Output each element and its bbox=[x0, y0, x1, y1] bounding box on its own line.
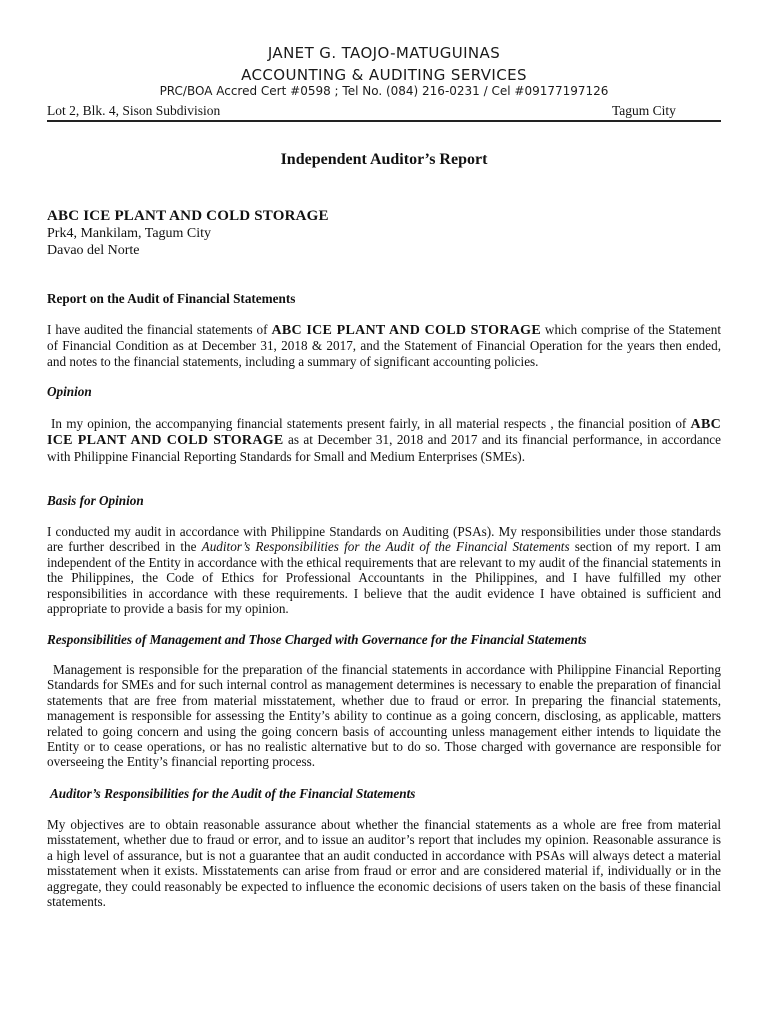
letterhead-credentials: PRC/BOA Accred Cert #0598 ; Tel No. (084) 216-0231 / Cel #09177197126 bbox=[159, 84, 609, 98]
intro-text-2: which comprise of the Statement of Financial Condition as at December 31, 2018 & 2017, and the Statement of Financial Operation for the years then ended, and notes to the financial statements, including a summary of significant accounting policies. bbox=[47, 322, 722, 369]
opinion-text-1: In my opinion, the accompanying financial statements present fairly, in all material respects , the financial position of bbox=[51, 416, 687, 431]
intro-text-1: I have audited the financial statements of bbox=[47, 322, 268, 337]
basis-paragraph bbox=[47, 524, 721, 616]
basis-text-1: I conducted my audit in accordance with Philippine Standards on Auditing (PSAs). My responsibilities under those standards are further described in the bbox=[47, 524, 721, 555]
report-title: Independent Auditor’s Report bbox=[280, 151, 488, 168]
auditor-heading: Auditor’s Responsibilities for the Audit of the Financial Statements bbox=[50, 786, 416, 801]
opinion-paragraph bbox=[47, 416, 721, 464]
auditor-paragraph: My objectives are to obtain reasonable assurance about whether the financial statements as a whole are free from material misstatement, whether due to fraud or error, and to issue an auditor’s report that includes my opinion. Reasonable assurance is a high level of assurance, but is not a guarantee that an audit conducted in accordance with PSAs will always detect a material misstatement when it exists. Misstatements can arise from fraud or error and are considered material if, individually or in the aggregate, they could reasonably be expected to influence the economic decisions of users taken on the basis of these financial statements. bbox=[47, 817, 721, 910]
client-address-line2: Davao del Norte bbox=[47, 243, 140, 258]
letterhead-city: Tagum City bbox=[612, 103, 676, 118]
letterhead-divider bbox=[47, 120, 721, 122]
management-heading: Responsibilities of Management and Those Charged with Governance for the Financial Statements bbox=[47, 632, 587, 647]
letterhead-name: JANET G. TAOJO-MATUGUINAS bbox=[267, 44, 501, 62]
client-name: ABC ICE PLANT AND COLD STORAGE bbox=[47, 208, 329, 224]
opinion-text-2: as at December 31, 2018 and 2017 and its financial performance, in accordance with Philippine Financial Reporting Standards for Small and Medium Enterprises (SMEs). bbox=[47, 432, 722, 464]
intro-paragraph bbox=[47, 322, 721, 369]
letterhead-firm: ACCOUNTING & AUDITING SERVICES bbox=[241, 66, 527, 84]
management-paragraph: Management is responsible for the preparation of the financial statements in accordance with Philippine Financial Reporting Standards for SMEs and for such internal control as management determines is necessary to enable the preparation of financial statements that are free from material misstatement, whether due to fraud or error. In preparing the financial statements, management is responsible for assessing the Entity’s ability to continue as a going concern, disclosing, as applicable, matters related to going concern and using the going concern basis of accounting unless management either intends to liquidate the Entity or to cease operations, or has no realistic alternative but to do so. Those charged with governance are responsible for overseeing the Entity’s financial reporting process. bbox=[47, 662, 721, 770]
basis-italic-reference: Auditor’s Responsibilities for the Audit of the Financial Statements bbox=[201, 539, 570, 555]
section-heading-report: Report on the Audit of Financial Statements bbox=[47, 291, 296, 306]
basis-heading: Basis for Opinion bbox=[47, 493, 144, 508]
client-address-line1: Prk4, Mankilam, Tagum City bbox=[47, 226, 212, 241]
intro-entity-name: ABC ICE PLANT AND COLD STORAGE bbox=[271, 323, 541, 338]
opinion-heading: Opinion bbox=[47, 384, 92, 399]
letterhead-address: Lot 2, Blk. 4, Sison Subdivision bbox=[47, 103, 221, 118]
opinion-entity-name: ABC ICE PLANT AND COLD STORAGE bbox=[47, 417, 722, 449]
basis-text-2: section of my report. I am independent of the Entity in accordance with the ethical requirements that are relevant to my audit of the financial statements in the Philippines, the Code of Ethics for Professional Accountants in the Philippines, and I have fulfilled my other responsibilities in accordance with these requirements. I believe that the audit evidence I have obtained is sufficient and appropriate to provide a basis for my opinion. bbox=[47, 539, 722, 617]
